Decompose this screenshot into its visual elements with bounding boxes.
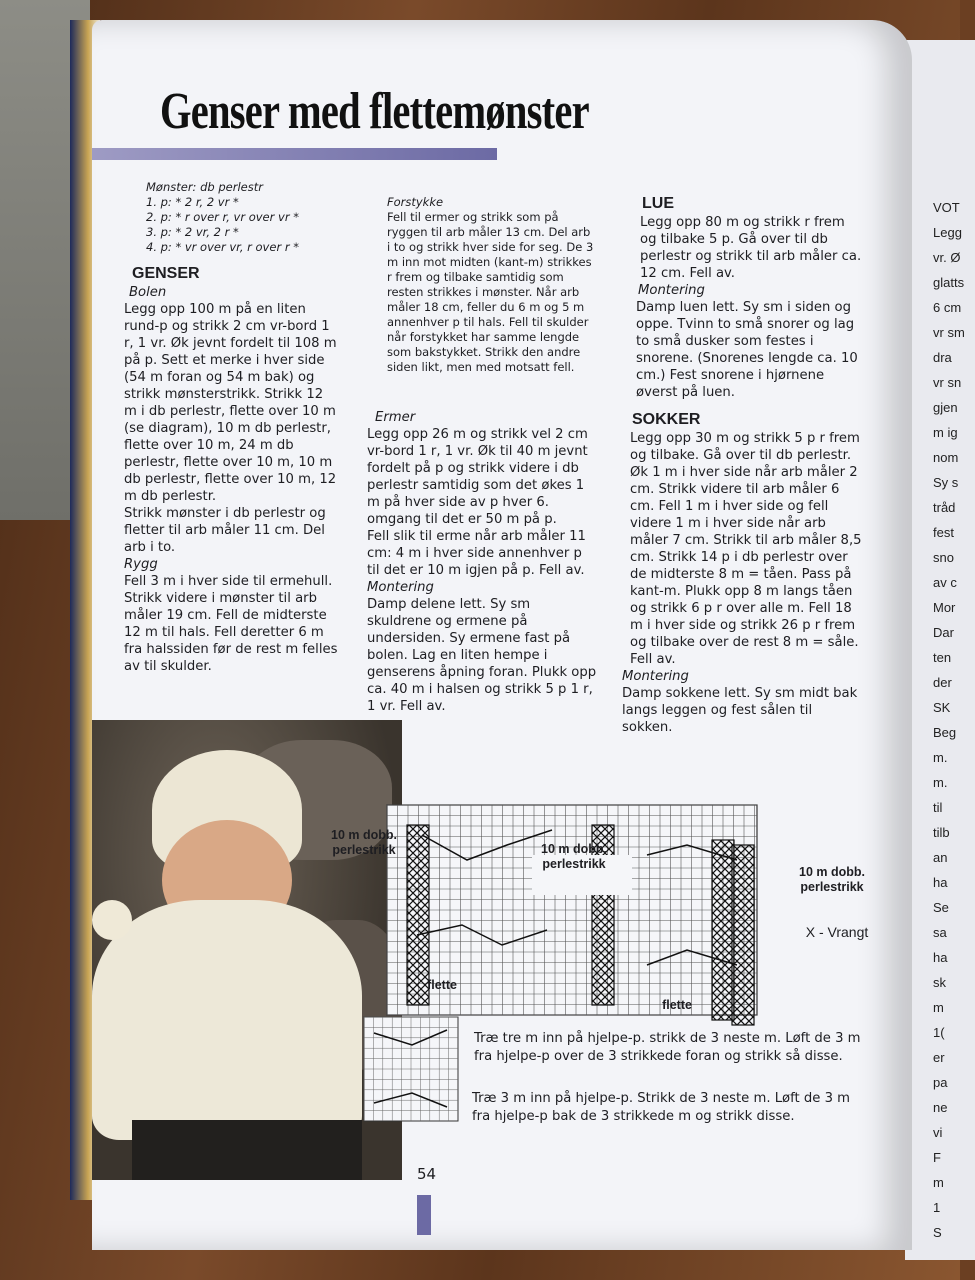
hat-pompom <box>92 900 132 940</box>
next-page-fragment: dra <box>933 350 952 365</box>
next-page-fragment: m. <box>933 750 948 765</box>
ermer-text-2: Fell slik til erme når arb måler 11 cm: 4 m i hver side annenhver p til det er 10 m igjen på p. Fell av. <box>367 529 586 578</box>
next-page-fragment: 1 <box>933 1200 941 1215</box>
forstykke-heading: Forstykke <box>387 195 444 209</box>
next-page-fragment: sk <box>933 975 946 990</box>
next-page-fragment: der <box>933 675 952 690</box>
ermer-text: Legg opp 26 m og strikk vel 2 cm vr-bord 1 r, 1 vr. Øk til 40 m jevnt fordelt på p og strikk videre i db perlestr samtidig som det økes 1 m på hver side av p hver 6. omgang til det er 50 m på p. <box>367 427 588 527</box>
next-page-fragment: Legg <box>933 225 962 240</box>
pattern-row: 2. p: * r over r, vr over vr * <box>146 210 299 224</box>
diagram-label-right: 10 m dobb. perlestrikk <box>799 865 865 894</box>
book-page <box>92 20 912 1250</box>
next-page-fragment: S <box>933 1225 942 1240</box>
lue-heading: LUE <box>642 195 674 212</box>
sokker-text: Legg opp 30 m og strikk 5 p r frem og tilbake. Gå over til db perlestr. Øk 1 m i hver side når arb måler 2 cm. Strikk videre til arb måler 6 cm. Fell 1 m i hver side og fell videre 1 m i hver side når arb måler 7 cm. Strikk til arb måler 8,5 cm. Strikk 14 p i db perlestr over de midterste 8 m = tåen. Pass på kant-m. Plukk opp 8 m langs tåen og strikk 6 p r over alle m. Fell 18 m i hver side og strikk 26 p r frem og tilbake over de rest 8 m = såle. Fell av. <box>630 431 862 667</box>
next-page-fragment: vr. Ø <box>933 250 961 265</box>
next-page-fragment: Se <box>933 900 949 915</box>
bolen-heading: Bolen <box>129 285 167 300</box>
diagram-label-left: 10 m dobb. perlestrikk <box>331 828 397 857</box>
montering-heading: Montering <box>367 580 434 595</box>
next-page-fragment: 6 cm <box>933 300 962 315</box>
next-page-fragment: til <box>933 800 943 815</box>
page-title: Genser med flettemønster <box>160 83 589 140</box>
next-page-fragment: m. <box>933 775 948 790</box>
lue-text: Legg opp 80 m og strikk r frem og tilbake 5 p. Gå over til db perlestr og strikk til arb måler ca. 12 cm. Fell av. <box>640 215 862 281</box>
next-page-fragment: m <box>933 1000 944 1015</box>
column-1 <box>124 180 339 675</box>
pattern-row: 4. p: * vr over vr, r over r * <box>146 240 299 254</box>
next-page-fragment: m ig <box>933 425 958 440</box>
next-page-fragment: Beg <box>933 725 957 740</box>
page-tab-marker <box>417 1195 431 1235</box>
cable-column <box>712 840 734 1020</box>
next-page-fragment: VOT <box>933 200 960 215</box>
legend-text-back-cross: Træ 3 m inn på hjelpe-p. Strikk de 3 neste m. Løft de 3 m fra hjelpe-p bak de 3 strikkede m og strikk disse. <box>472 1091 851 1124</box>
column-3 <box>622 195 862 736</box>
pattern-heading: Mønster: db perlestr <box>146 180 263 194</box>
next-page-fragment: ha <box>933 950 948 965</box>
lue-montering-heading: Montering <box>638 283 705 298</box>
next-page-fragment: tilb <box>933 825 950 840</box>
sokker-montering-text: Damp sokkene lett. Sy sm midt bak langs leggen og fest sålen til sokken. <box>622 686 858 735</box>
flette-label-1: flette <box>427 978 457 992</box>
next-page-fragment: vi <box>933 1125 943 1140</box>
next-page-fragment: nom <box>933 450 959 465</box>
cable-column <box>732 845 754 1025</box>
next-page-fragment: Dar <box>933 625 954 640</box>
sokker-heading: SOKKER <box>632 411 701 428</box>
next-page-fragment: vr sn <box>933 375 962 390</box>
pattern-row: 3. p: * 2 vr, 2 r * <box>146 225 239 239</box>
next-page-fragment: er <box>933 1050 945 1065</box>
next-page-fragment: m <box>933 1175 944 1190</box>
sokker-montering-heading: Montering <box>622 669 689 684</box>
next-page-fragment: tråd <box>933 500 956 515</box>
rygg-heading: Rygg <box>124 557 158 572</box>
column-2 <box>367 195 597 715</box>
genser-heading: GENSER <box>132 265 200 282</box>
flette-label-2: flette <box>662 998 692 1012</box>
next-page-fragment: SK <box>933 700 951 715</box>
next-page-fragment: sno <box>933 550 954 565</box>
page-number: 54 <box>417 1165 437 1183</box>
pattern-row: 1. p: * 2 r, 2 vr * <box>146 195 239 209</box>
next-page-fragment: glatts <box>933 275 965 290</box>
next-page-fragment: av c <box>933 575 957 590</box>
next-page-fragment: Mor <box>933 600 956 615</box>
next-page-fragment: ha <box>933 875 948 890</box>
legend-purl: X - Vrangt <box>805 924 869 940</box>
bolen-text: Legg opp 100 m på en liten rund-p og strikk 2 cm vr-bord 1 r, 1 vr. Øk jevnt fordelt til 108 m på p. Sett et merke i hver side (54 m foran og 54 m bak) og strikk mønsterstrikk. Strikk 12 m i db perlestr, flette over 10 m (se diagram), 10 m db perlestr, flette over 10 m, 24 m db perlestr, flette over 10 m, 10 m db perlestr, flette over 10 m, 12 m db perlestr. <box>124 302 337 504</box>
next-page-fragment: gjen <box>933 400 958 415</box>
next-page-fragment: Sy s <box>933 475 959 490</box>
next-page-fragment: F <box>933 1150 941 1165</box>
diagram-label-mid: 10 m dobb. perlestrikk <box>541 842 607 871</box>
next-page-fragment: an <box>933 850 948 865</box>
next-page <box>905 40 975 1260</box>
next-page-fragment: 1( <box>933 1025 945 1040</box>
bolen-text-2: Strikk mønster i db perlestr og fletter til arb måler 11 cm. Del arb i to. <box>124 506 326 555</box>
title-underline-bar <box>92 148 497 160</box>
lue-montering-text: Damp luen lett. Sy sm i siden og oppe. Tvinn to små snorer og lag to små dusker som festes i snorene. (Snorenes lengde ca. 10 cm.) Fest snorene i hjørnene øverst på luen. <box>636 300 858 400</box>
doll-pants <box>132 1120 362 1180</box>
next-page-fragment: vr sm <box>933 325 965 340</box>
doll-sweater <box>92 900 362 1140</box>
next-page-fragment: sa <box>933 925 947 940</box>
ermer-heading: Ermer <box>375 410 416 425</box>
cable-legend-grid <box>362 1015 462 1125</box>
montering-text: Damp delene lett. Sy sm skuldrene og ermene på undersiden. Sy ermene fast på bolen. Lag en liten hempe i genserens åpning foran. Plukk opp ca. 40 m i halsen og strikk 5 p 1 r, 1 vr. Fell av. <box>367 597 597 714</box>
next-page-fragment: pa <box>933 1075 948 1090</box>
next-page-fragment: ne <box>933 1100 948 1115</box>
forstykke-text: Fell til ermer og strikk som på ryggen til arb måler 13 cm. Del arb i to og strikk hver side for seg. De 3 m inn mot midten (kant-m) strikkes r frem og tilbake samtidig som resten strikkes i mønster. Når arb måler 18 cm, feller du 6 m og 5 m annenhver p til hals. Fell til skulder når forstykket har samme lengde som bakstykket. Strikk den andre siden likt, men med motsatt fell. <box>387 210 594 374</box>
legend-text-front-cross: Træ tre m inn på hjelpe-p. strikk de 3 neste m. Løft de 3 m fra hjelpe-p over de 3 strikkede foran og strikk så disse. <box>474 1031 861 1064</box>
rygg-text: Fell 3 m i hver side til ermehull. Strikk videre i mønster til arb måler 19 cm. Fell de midterste 12 m til hals. Fell deretter 6 m fra halssiden før de rest m felles av til skulder. <box>124 574 338 674</box>
next-page-fragment: fest <box>933 525 954 540</box>
next-page-fragment: ten <box>933 650 952 665</box>
